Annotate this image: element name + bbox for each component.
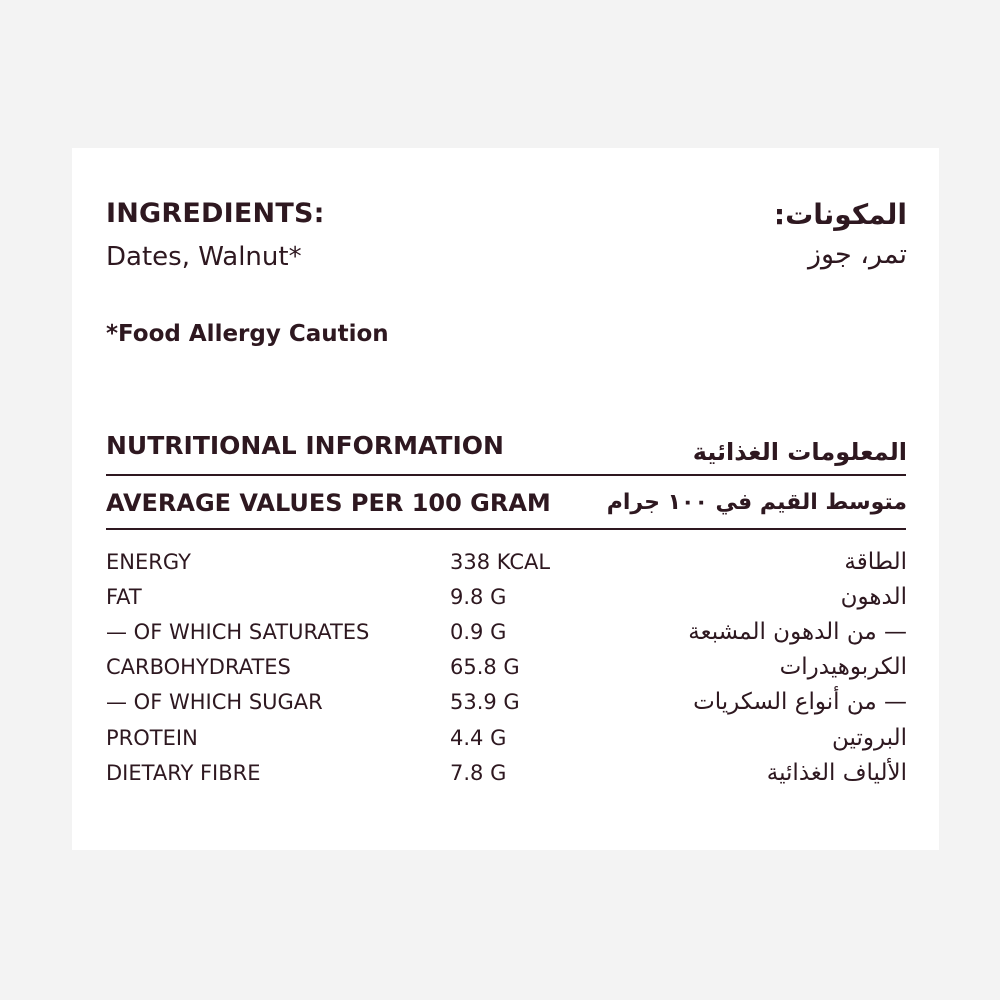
nutrition-row-carbohydrates — [72, 655, 939, 690]
ingredients-list-arabic: تمر، جوز — [808, 239, 907, 270]
nutrient-name: FAT — [106, 585, 142, 609]
nutrition-heading: NUTRITIONAL INFORMATION — [106, 431, 504, 460]
nutrition-label-card — [72, 148, 939, 850]
nutrient-name-arabic: — من أنواع السكريات — [693, 689, 907, 715]
nutrient-value: 4.4 G — [450, 726, 507, 750]
nutrient-value: 7.8 G — [450, 761, 507, 785]
nutrition-row-sugar — [72, 690, 939, 725]
nutrient-name: CARBOHYDRATES — [106, 655, 291, 679]
nutrition-row-saturates — [72, 620, 939, 655]
nutrient-name-arabic: الكربوهيدرات — [779, 654, 907, 680]
allergy-caution-note: *Food Allergy Caution — [106, 321, 389, 347]
nutrient-value: 338 KCAL — [450, 550, 551, 574]
average-values-subheading-arabic: متوسط القيم في ١٠٠ جرام — [606, 490, 907, 515]
nutrient-name-arabic: البروتين — [832, 725, 907, 751]
nutrient-name-arabic: — من الدهون المشبعة — [688, 619, 907, 645]
nutrition-heading-arabic: المعلومات الغذائية — [692, 438, 907, 466]
nutrient-name: — OF WHICH SUGAR — [106, 690, 323, 714]
nutrition-row-dietary-fibre — [72, 761, 939, 796]
nutrient-name: ENERGY — [106, 550, 191, 574]
nutrient-name-arabic: الطاقة — [844, 549, 907, 575]
nutrient-value: 9.8 G — [450, 585, 507, 609]
nutrient-name: PROTEIN — [106, 726, 198, 750]
nutrient-name-arabic: الألياف الغذائية — [766, 760, 907, 786]
nutrient-name: — OF WHICH SATURATES — [106, 620, 370, 644]
nutrient-name: DIETARY FIBRE — [106, 761, 261, 785]
nutrient-value: 65.8 G — [450, 655, 520, 679]
average-values-subheading: AVERAGE VALUES PER 100 GRAM — [106, 489, 551, 517]
ingredients-heading-arabic: المكونات: — [773, 198, 907, 231]
nutrition-row-fat — [72, 585, 939, 620]
subheading-divider — [106, 528, 906, 530]
nutrient-value: 0.9 G — [450, 620, 507, 644]
nutrient-value: 53.9 G — [450, 690, 520, 714]
nutrient-name-arabic: الدهون — [840, 584, 907, 610]
heading-divider — [106, 474, 906, 476]
nutrition-row-protein — [72, 726, 939, 761]
ingredients-heading: INGREDIENTS: — [106, 198, 325, 229]
ingredients-list: Dates, Walnut* — [106, 242, 302, 272]
nutrition-row-energy — [72, 550, 939, 585]
